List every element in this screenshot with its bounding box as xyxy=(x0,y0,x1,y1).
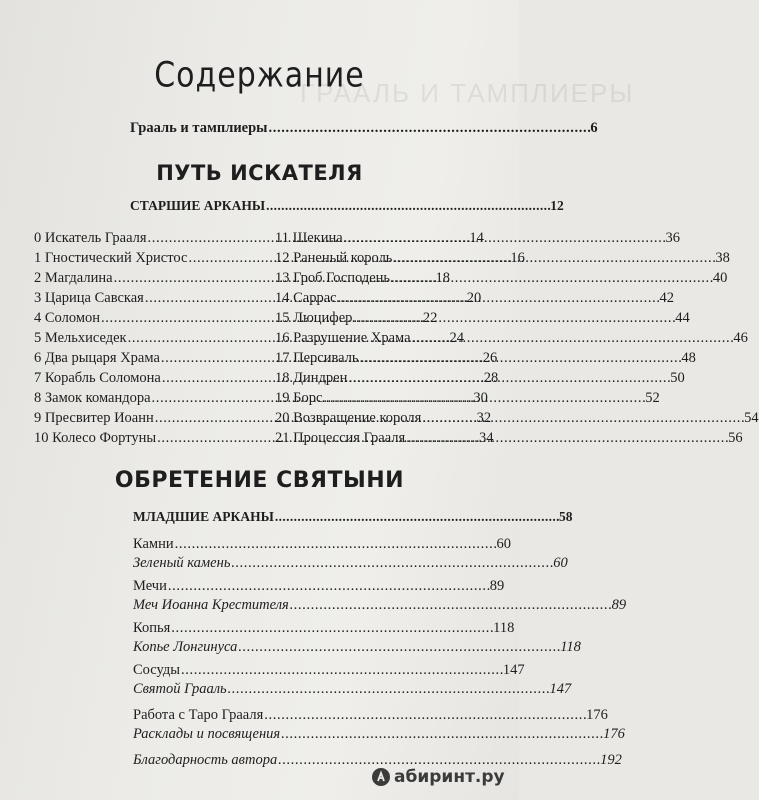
section-title-1: ПУТЬ ИСКАТЕЛЯ xyxy=(156,161,363,185)
toc-entry: Работа с Таро Грааля . . . 176 xyxy=(133,707,385,724)
toc-entry: 11 Шекина . . . 36 xyxy=(275,230,489,250)
toc-entry: Расклады и посвящения . . . 176 xyxy=(133,726,385,743)
toc-entry: 9 Пресвитер Иоанн . . . 32 xyxy=(34,410,254,430)
toc-entry: Меч Иоанна Крестителя . . . 89 xyxy=(133,597,385,614)
toc-entry: 20 Возвращение короля . . . 54 xyxy=(275,410,489,430)
section2-subheading xyxy=(133,509,573,525)
labirint-logo-icon xyxy=(372,768,390,786)
watermark-text: абиринт.ру xyxy=(394,767,505,787)
toc-entry: 5 Мельхиседек . . . 24 xyxy=(34,330,254,350)
toc-entry: 13 Гроб Господень . . . 40 xyxy=(275,270,489,290)
toc-entry: 18 Диндрен . . . 50 xyxy=(275,370,489,390)
labirint-watermark xyxy=(372,763,512,791)
toc-entry: Копья . . . 118 xyxy=(133,620,385,637)
section1-sub-page: 12 xyxy=(550,198,564,213)
page-title: Содержание xyxy=(154,55,365,96)
toc-entry: Мечи . . . 89 xyxy=(133,578,385,595)
section2-sub-label: МЛАДШИЕ АРКАНЫ xyxy=(133,509,274,524)
toc-entry: 2 Магдалина . . . 18 xyxy=(34,270,254,290)
toc-entry: 12 Раненый король . . . 38 xyxy=(275,250,489,270)
toc-entry: 4 Соломон . . . 22 xyxy=(34,310,254,330)
toc-intro xyxy=(130,120,598,137)
toc-entry: 8 Замок командора . . . 30 xyxy=(34,390,254,410)
toc-entry: 14 Саррас . . . 42 xyxy=(275,290,489,310)
bleed-through-text: ГРААЛЬ И ТАМПЛИЕРЫ xyxy=(300,78,635,108)
toc-entry: Сосуды . . . 147 xyxy=(133,662,385,679)
toc-entry: 21 Процессия Грааля . . . 56 xyxy=(275,430,489,450)
toc-entry: Камни . . . 60 xyxy=(133,536,385,553)
toc-entry: 16 Разрушение Храма . . . 46 xyxy=(275,330,489,350)
toc-entry: 19 Борс . . . 52 xyxy=(275,390,489,410)
toc-entry: 10 Колесо Фортуны . . . 34 xyxy=(34,430,254,450)
toc-entry: 17 Персиваль . . . 48 xyxy=(275,350,489,370)
toc-entry: Святой Грааль . . . 147 xyxy=(133,681,385,698)
section-title-2: ОБРЕТЕНИЕ СВЯТЫНИ xyxy=(114,468,405,493)
toc-intro-label: Грааль и тамплиеры xyxy=(130,120,268,136)
toc-entry: 15 Люцифер . . . 44 xyxy=(275,310,489,330)
toc-entry: Копье Лонгинуса . . . 118 xyxy=(133,639,385,656)
toc-entry: 7 Корабль Соломона . . . 28 xyxy=(34,370,254,390)
section2-sub-page: 58 xyxy=(558,509,573,524)
toc-entry: 1 Гностический Христос . . . 16 xyxy=(34,250,254,270)
toc-entry: Зеленый камень . . . 60 xyxy=(133,555,385,572)
toc-entry: Благодарность автора . . . 192 xyxy=(133,752,385,769)
toc-entry: 0 Искатель Грааля . . . 14 xyxy=(34,230,254,250)
section1-subheading xyxy=(130,198,564,214)
toc-entry: 6 Два рыцаря Храма . . . 26 xyxy=(34,350,254,370)
toc-intro-page: 6 xyxy=(590,120,598,136)
section1-sub-label: СТАРШИЕ АРКАНЫ xyxy=(130,198,266,213)
toc-entry: 3 Царица Савская . . . 20 xyxy=(34,290,254,310)
